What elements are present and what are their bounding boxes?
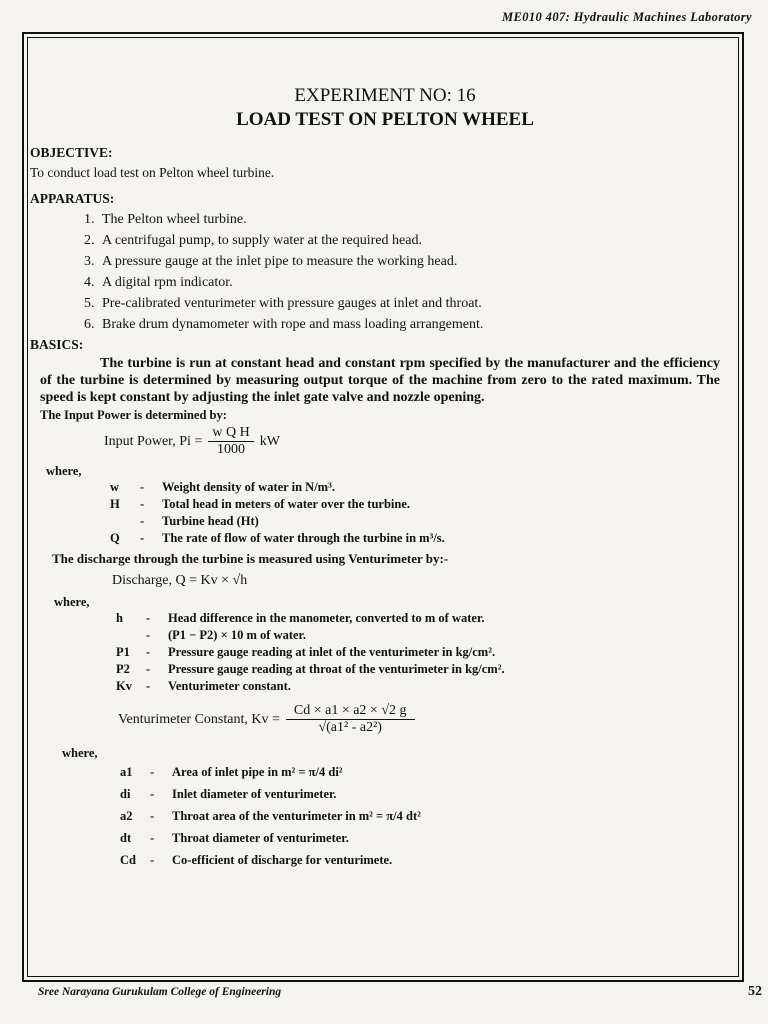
def-dash: - [140, 497, 145, 511]
definition-row [116, 627, 505, 644]
def-dash: - [150, 787, 155, 801]
definition-row [120, 783, 421, 805]
definitions-table-2 [116, 610, 505, 695]
def-symbol: h [116, 611, 123, 625]
def-symbol: dt [120, 831, 132, 845]
apparatus-item: 1. The Pelton wheel turbine. [98, 209, 720, 230]
venturimeter-fraction [286, 703, 415, 736]
experiment-number: EXPERIMENT NO: 16 [294, 85, 476, 106]
def-dash: - [150, 853, 155, 867]
venturimeter-denominator: √(a1² - a2²) [318, 720, 382, 735]
apparatus-item: 5. Pre-calibrated venturimeter with pressure gauges at inlet and throat. [98, 293, 720, 314]
objective-text: To conduct load test on Pelton wheel turbine. [30, 165, 275, 180]
def-text: Turbine head (Ht) [162, 514, 259, 528]
def-symbol: w [110, 480, 120, 494]
def-symbol [116, 627, 146, 644]
input-power-denominator: 1000 [217, 442, 246, 457]
def-dash: - [140, 514, 145, 528]
def-symbol [110, 513, 140, 530]
input-power-label: Input Power, Pi = [104, 433, 203, 449]
def-text: Area of inlet pipe in m² = π/4 di² [172, 765, 343, 779]
definitions-table-1 [110, 479, 445, 547]
discharge-intro: The discharge through the turbine is measured using Venturimeter by:- [52, 551, 449, 566]
def-symbol: P2 [116, 662, 130, 676]
input-power-intro: The Input Power is determined by: [40, 408, 227, 422]
def-symbol: Cd [120, 853, 136, 867]
apparatus-heading: APPARATUS: [30, 191, 115, 206]
definition-row [120, 827, 421, 849]
def-text: Pressure gauge reading at inlet of the venturimeter in kg/cm². [168, 645, 496, 659]
definition-row [116, 610, 505, 627]
def-dash: - [146, 662, 151, 676]
apparatus-item: 6. Brake drum dynamometer with rope and mass loading arrangement. [98, 314, 720, 335]
def-text: Pressure gauge reading at throat of the venturimeter in kg/cm². [168, 662, 505, 676]
apparatus-item: 4. A digital rpm indicator. [98, 272, 720, 293]
where-label: where, [54, 595, 90, 609]
definition-row [120, 849, 421, 871]
def-text: Weight density of water in N/m³. [162, 480, 335, 494]
def-symbol: a2 [120, 809, 133, 823]
venturimeter-label: Venturimeter Constant, Kv = [118, 711, 280, 727]
def-symbol: H [110, 497, 120, 511]
definition-row [110, 513, 445, 530]
definition-row [120, 761, 421, 783]
college-footer: Sree Narayana Gurukulam College of Engineering [38, 986, 282, 998]
def-dash: - [146, 645, 151, 659]
def-dash: - [150, 831, 155, 845]
def-symbol: Q [110, 531, 120, 545]
page-number: 52 [748, 984, 762, 999]
def-text: Throat area of the venturimeter in m² = π/4 dt² [172, 809, 421, 823]
basics-paragraph: The turbine is run at constant head and constant rpm specified by the manufacturer and the efficiency of the turbine is determined by measuring output torque of the machine from zero to the rated maximum. The speed is kept constant by adjusting the inlet gate valve and nozzle opening. [40, 356, 720, 405]
definition-row [116, 661, 505, 678]
def-text: Co-efficient of discharge for venturimete. [172, 853, 393, 867]
definition-row [120, 805, 421, 827]
where-label: where, [62, 746, 98, 760]
input-power-unit: kW [259, 433, 280, 449]
def-text: Inlet diameter of venturimeter. [172, 787, 337, 801]
def-dash: - [146, 611, 151, 625]
def-text: Throat diameter of venturimeter. [172, 831, 349, 845]
discharge-formula: Discharge, Q = Kv × √h [112, 573, 248, 588]
input-power-fraction [208, 425, 253, 458]
def-text: (P1 − P2) × 10 m of water. [168, 628, 307, 642]
venturimeter-constant-formula [118, 703, 720, 736]
apparatus-list [30, 209, 720, 335]
def-symbol: a1 [120, 765, 133, 779]
input-power-formula [104, 425, 720, 458]
def-dash: - [146, 628, 151, 642]
venturimeter-numerator: Cd × a1 × a2 × √2 g [286, 703, 415, 720]
def-dash: - [150, 809, 155, 823]
definition-row [116, 678, 505, 695]
def-text: Total head in meters of water over the turbine. [162, 497, 411, 511]
document-body [30, 85, 720, 871]
apparatus-item: 3. A pressure gauge at the inlet pipe to measure the working head. [98, 251, 720, 272]
basics-heading: BASICS: [30, 337, 84, 352]
def-text: Venturimeter constant. [168, 679, 291, 693]
input-power-numerator: w Q H [208, 425, 253, 442]
definition-row [110, 479, 445, 496]
definitions-table-3 [120, 761, 421, 871]
definition-row [110, 530, 445, 547]
objective-heading: OBJECTIVE: [30, 145, 113, 160]
course-header: ME010 407: Hydraulic Machines Laboratory [501, 10, 752, 24]
def-symbol: Kv [116, 679, 132, 693]
definition-row [116, 644, 505, 661]
def-symbol: P1 [116, 645, 130, 659]
def-text: The rate of flow of water through the turbine in m³/s. [162, 531, 445, 545]
def-dash: - [140, 531, 145, 545]
definition-row [110, 496, 445, 513]
def-dash: - [146, 679, 151, 693]
def-symbol: di [120, 787, 131, 801]
apparatus-item: 2. A centrifugal pump, to supply water at the required head. [98, 230, 720, 251]
experiment-title: LOAD TEST ON PELTON WHEEL [236, 109, 534, 130]
def-text: Head difference in the manometer, converted to m of water. [168, 611, 485, 625]
where-label: where, [46, 464, 82, 478]
def-dash: - [140, 480, 145, 494]
def-dash: - [150, 765, 155, 779]
